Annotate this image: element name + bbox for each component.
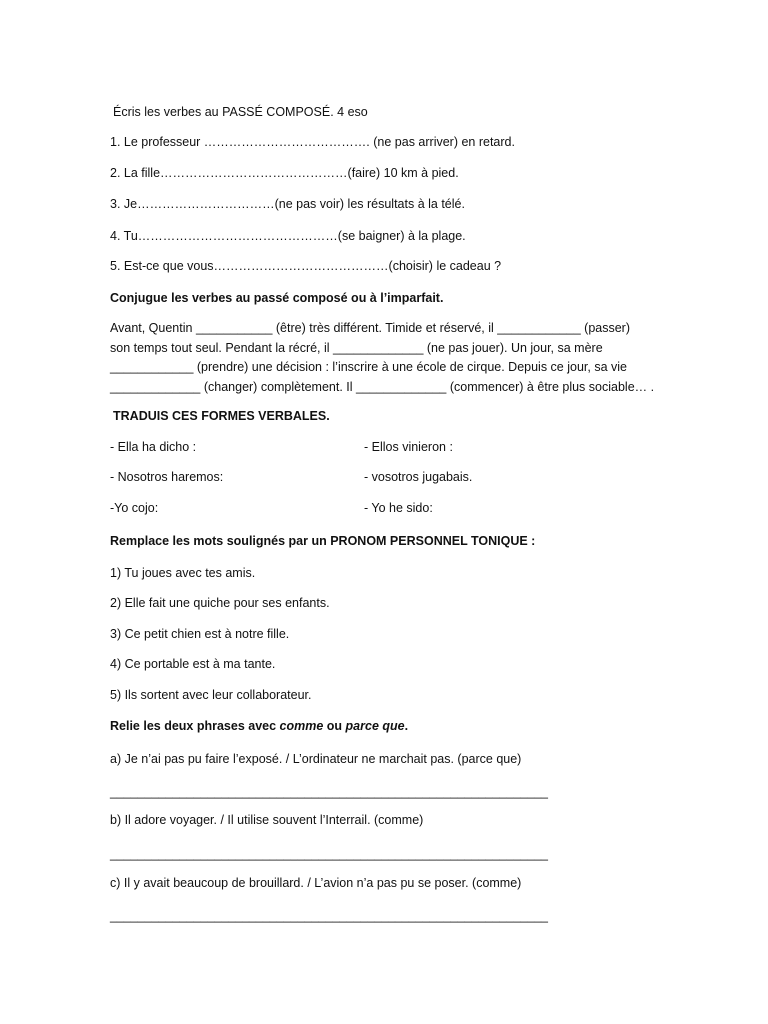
section1-title: Écris les verbes au PASSÉ COMPOSÉ. 4 eso bbox=[113, 105, 368, 119]
section2-paragraph bbox=[110, 319, 670, 397]
section4-item-4: 4) Ce portable est à ma tante. bbox=[110, 657, 276, 671]
section1-item-3: 3. Je……………………………(ne pas voir) les résultats à la télé. bbox=[110, 197, 465, 211]
section4-item-3: 3) Ce petit chien est à notre fille. bbox=[110, 627, 290, 641]
section1-item-2: 2. La fille………………………………………(faire) 10 km à pied. bbox=[110, 166, 459, 180]
section4-item-2: 2) Elle fait une quiche pour ses enfants. bbox=[110, 596, 330, 610]
translate-right-2: - vosotros jugabais. bbox=[364, 470, 473, 484]
section2-line-3: ____________ (prendre) une décision : l’inscrire à une école de cirque. Depuis ce jour, sa vie bbox=[110, 360, 627, 374]
section5-item-c: c) Il y avait beaucoup de brouillard. / L’avion n’a pas pu se poser. (comme) bbox=[110, 876, 522, 890]
section3-title: TRADUIS CES FORMES VERBALES. bbox=[113, 409, 330, 423]
section4-title: Remplace les mots soulignés par un PRONOM PERSONNEL TONIQUE : bbox=[110, 534, 536, 548]
translate-left-3: -Yo cojo: bbox=[110, 501, 159, 515]
answer-line-b[interactable]: _______________________________________________________________ bbox=[110, 847, 548, 861]
section1-item-5: 5. Est-ce que vous……………………………………(choisir) le cadeau ? bbox=[110, 259, 502, 273]
section5-title-ou: ou bbox=[323, 719, 346, 733]
section5-item-b: b) Il adore voyager. / Il utilise souvent l’Interrail. (comme) bbox=[110, 813, 424, 827]
answer-line-c[interactable]: _______________________________________________________________ bbox=[110, 909, 548, 923]
translate-right-3: - Yo he sido: bbox=[364, 501, 433, 515]
section4-item-1: 1) Tu joues avec tes amis. bbox=[110, 566, 256, 580]
translate-left-1: - Ella ha dicho : bbox=[110, 440, 197, 454]
section5-item-a: a) Je n’ai pas pu faire l’exposé. / L’ordinateur ne marchait pas. (parce que) bbox=[110, 752, 522, 766]
section2-line-4: _____________ (changer) complètement. Il _____________ (commencer) à être plus sociable… . bbox=[110, 379, 655, 394]
section5-title-parce: parce que bbox=[345, 719, 405, 733]
translate-left-2: - Nosotros haremos: bbox=[110, 470, 224, 484]
section1-item-4: 4. Tu…………………………………………(se baigner) à la plage. bbox=[110, 229, 466, 243]
section2-line-2: son temps tout seul. Pendant la récré, il _____________ (ne pas jouer). Un jour, sa mère bbox=[110, 340, 603, 355]
answer-line-a[interactable]: _______________________________________________________________ bbox=[110, 785, 548, 799]
section4-item-5: 5) Ils sortent avec leur collaborateur. bbox=[110, 688, 312, 702]
section5-title bbox=[110, 718, 408, 734]
section2-line-1: Avant, Quentin ___________ (être) très différent. Timide et réservé, il ____________ (passer) bbox=[110, 321, 630, 335]
translate-right-1: - Ellos vinieron : bbox=[364, 440, 453, 454]
section1-item-1: 1. Le professeur …………………………………. (ne pas arriver) en retard. bbox=[110, 135, 515, 149]
section2-title: Conjugue les verbes au passé composé ou à l’imparfait. bbox=[110, 291, 444, 305]
section5-title-end: . bbox=[404, 719, 409, 733]
section5-title-comme: comme bbox=[279, 719, 324, 733]
section5-title-start: Relie les deux phrases avec bbox=[110, 719, 280, 733]
